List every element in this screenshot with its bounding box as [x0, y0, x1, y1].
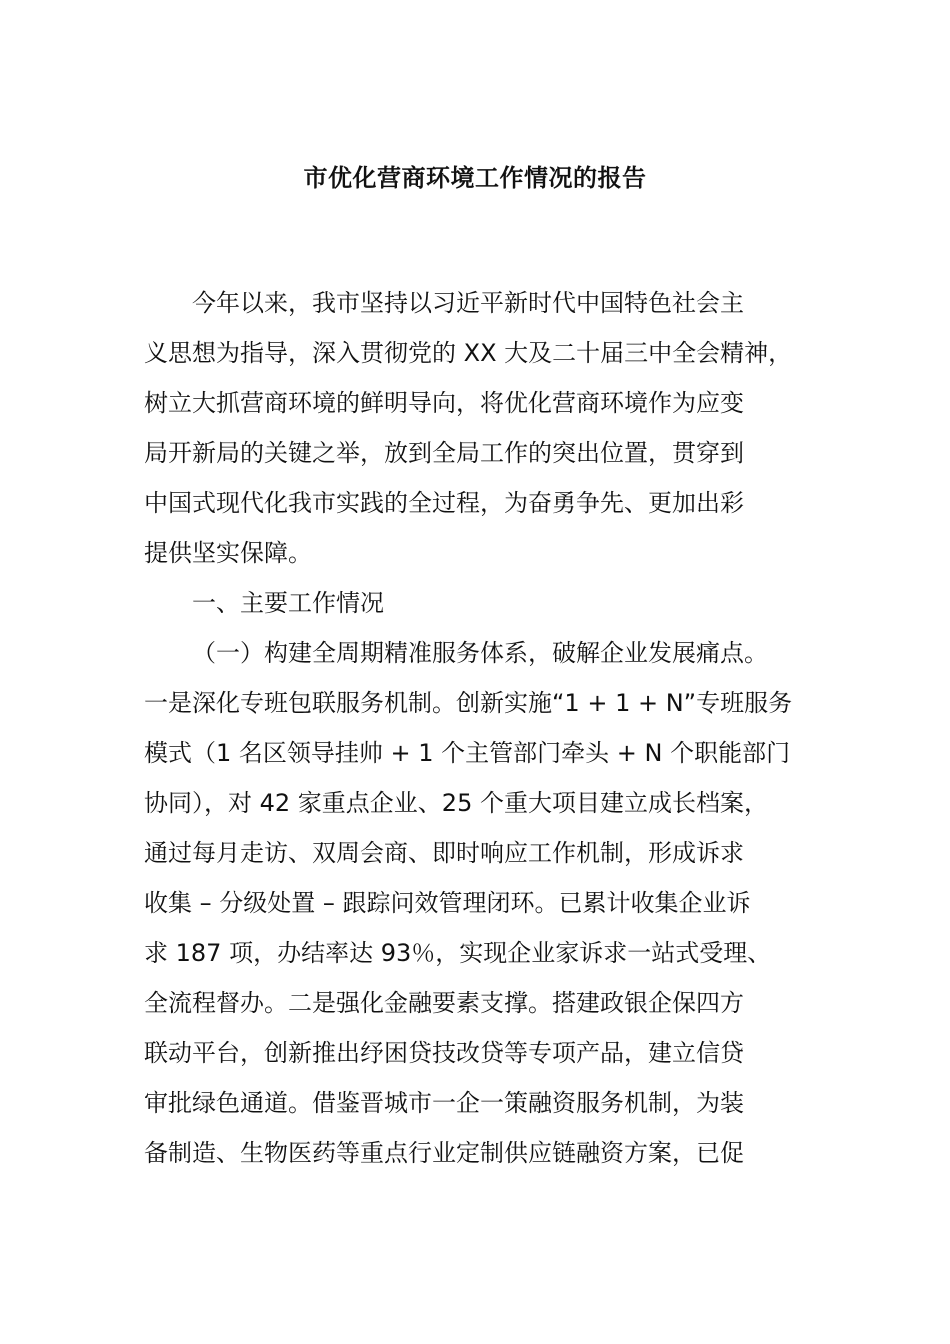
body-line-11: 协同），对 42 家重点企业、25 个重大项目建立成长档案， — [144, 789, 768, 817]
body-line-12: 通过每月走访、双周会商、即时响应工作机制，形成诉求 — [144, 839, 744, 867]
section-heading-1: 一、主要工作情况 — [192, 589, 384, 617]
body-line-15: 全流程督办。二是强化金融要素支撑。搭建政银企保四方 — [144, 989, 744, 1017]
document-title: 市优化营商环境工作情况的报告 — [303, 164, 647, 192]
body-line-2: 义思想为指导，深入贯彻党的 XX 大及二十届三中全会精神， — [144, 339, 793, 367]
body-line-13: 收集 – 分级处置 – 跟踪问效管理闭环。已累计收集企业诉 — [144, 889, 751, 917]
body-line-9: 一是深化专班包联服务机制。创新实施“1 + 1 + N”专班服务 — [144, 689, 793, 717]
body-line-16: 联动平台，创新推出纾困贷技改贷等专项产品，建立信贷 — [144, 1039, 744, 1067]
body-line-5: 中国式现代化我市实践的全过程，为奋勇争先、更加出彩 — [144, 489, 744, 517]
body-line-3: 树立大抓营商环境的鲜明导向，将优化营商环境作为应变 — [144, 389, 744, 417]
body-line-4: 局开新局的关键之举，放到全局工作的突出位置，贯穿到 — [144, 439, 744, 467]
subsection-heading-1: （一）构建全周期精准服务体系，破解企业发展痛点。 — [192, 639, 768, 667]
body-line-6: 提供坚实保障。 — [144, 539, 312, 567]
body-line-14: 求 187 项，办结率达 93％，实现企业家诉求一站式受理、 — [144, 939, 772, 967]
body-line-17: 审批绿色通道。借鉴晋城市一企一策融资服务机制，为装 — [144, 1089, 744, 1117]
body-line-1: 今年以来，我市坚持以习近平新时代中国特色社会主 — [192, 289, 744, 317]
body-line-10: 模式（1 名区领导挂帅 + 1 个主管部门牵头 + N 个职能部门 — [144, 739, 791, 767]
body-line-18: 备制造、生物医药等重点行业定制供应链融资方案，已促 — [144, 1139, 744, 1167]
